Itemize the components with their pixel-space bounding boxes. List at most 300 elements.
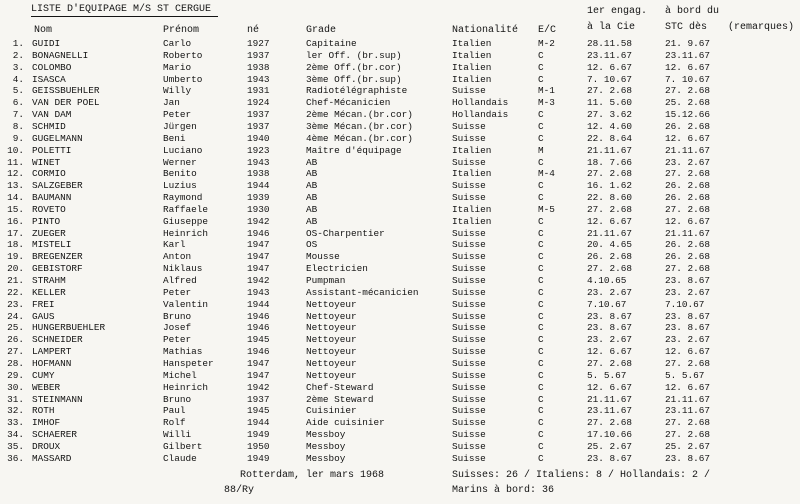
row-ne: 1945 [247,334,270,346]
row-number: 25. [7,322,24,334]
row-ne: 1937 [247,393,270,405]
row-prenom: Peter [163,109,192,121]
row-prenom: Michel [163,369,197,381]
row-ec: C [538,334,544,346]
row-ne: 1943 [247,286,270,298]
row-prenom: Giuseppe [163,215,209,227]
row-nationalite: Suisse [452,251,486,263]
row-ne: 1944 [247,298,270,310]
row-engag: 12. 6.67 [587,61,633,73]
row-bord: 23. 8.67 [665,322,711,334]
row-prenom: Valentin [163,298,209,310]
row-nationalite: Suisse [452,310,486,322]
row-nationalite: Suisse [452,405,486,417]
row-ec: C [538,346,544,358]
row-nationalite: Suisse [452,85,486,97]
row-nom: MASSARD [32,452,72,464]
row-nom: GUIDI [32,38,61,49]
row-engag: 12. 6.67 [587,215,633,227]
row-ne: 1924 [247,97,270,109]
row-ne: 1946 [247,310,270,322]
row-prenom: Bruno [163,310,192,322]
row-grade: Capitaine [306,38,357,49]
row-nationalite: Suisse [452,239,486,251]
table-row [0,180,800,191]
row-prenom: Luzius [163,180,197,192]
row-engag: 27. 2.68 [587,203,633,215]
row-number: 21. [7,275,24,286]
row-ec: C [538,393,544,405]
row-nom: HOFMANN [32,357,72,369]
table-row [0,85,800,96]
row-engag: 25. 2.67 [587,440,633,452]
row-nom: STEINMANN [32,393,83,405]
row-grade: Nettoyeur [306,310,357,322]
row-number: 31. [7,393,24,405]
row-grade: AB [306,192,318,204]
row-ec: M-1 [538,85,555,97]
row-prenom: Raffaele [163,203,209,215]
row-nationalite: Italien [452,38,492,49]
row-grade: Messboy [306,452,346,464]
row-nom: ROTH [32,405,55,417]
row-nom: IMHOF [32,417,61,429]
row-prenom: Peter [163,286,192,298]
row-engag: 23. 2.67 [587,334,633,346]
row-ec: C [538,405,544,417]
row-nationalite: Italien [452,61,492,73]
row-prenom: Rolf [163,417,186,429]
row-grade: Nettoyeur [306,346,357,358]
row-nom: WINET [32,156,61,168]
header-engag-1: 1er engag. [587,6,648,17]
row-nationalite: Suisse [452,440,486,452]
row-engag: 27. 2.68 [587,85,633,97]
row-ne: 1946 [247,322,270,334]
row-number: 3. [12,61,24,73]
row-nom: KELLER [32,286,66,298]
row-prenom: Carlo [163,38,192,49]
row-nationalite: Suisse [452,132,486,144]
row-ec: C [538,49,544,61]
row-nom: BAUMANN [32,192,72,204]
row-ec: C [538,61,544,73]
row-engag: 27. 3.62 [587,109,633,121]
row-number: 5. [12,85,24,97]
footer-summary: Suisses: 26 / Italiens: 8 / Hollandais: 2 / [452,470,711,481]
row-nationalite: Suisse [452,381,486,393]
row-number: 8. [12,120,24,132]
table-row [0,441,800,452]
table-row [0,50,800,61]
row-engag: 21.11.67 [587,393,633,405]
row-bord: 23. 2.67 [665,286,711,298]
row-engag: 23.11.67 [587,405,633,417]
row-nationalite: Suisse [452,452,486,464]
row-nationalite: Suisse [452,369,486,381]
row-engag: 12. 6.67 [587,381,633,393]
row-number: 11. [7,156,24,168]
row-nationalite: Suisse [452,192,486,204]
row-ec: C [538,381,544,393]
row-ec: C [538,369,544,381]
row-grade: 3ème Off.(br.sup) [306,73,402,85]
row-nom: POLETTI [32,144,72,156]
row-nationalite: Suisse [452,322,486,334]
row-engag: 5. 5.67 [587,369,627,381]
row-bord: 12. 6.67 [665,132,711,144]
row-grade: 2ème Mécan.(br.cor) [306,109,413,121]
row-bord: 23.11.67 [665,49,711,61]
footer-total: Marins à bord: 36 [452,485,555,496]
row-number: 27. [7,346,24,358]
row-ne: 1947 [247,263,270,275]
table-row [0,299,800,310]
row-nom: ZUEGER [32,227,66,239]
row-nom: SCHAERER [32,429,78,441]
row-prenom: Claude [163,452,197,464]
row-nom: GAUS [32,310,55,322]
row-ec: M-5 [538,203,555,215]
row-number: 4. [12,73,24,85]
row-prenom: Benito [163,168,197,180]
row-number: 10. [7,144,24,156]
row-nom: VAN DAM [32,109,72,121]
row-prenom: Willi [163,429,192,441]
row-nom: ROVETO [32,203,66,215]
row-grade: Maître d'équipage [306,144,402,156]
table-row [0,287,800,298]
row-engag: 27. 2.68 [587,417,633,429]
row-ne: 1937 [247,109,270,121]
row-bord: 26. 2.68 [665,239,711,251]
row-engag: 28.11.58 [587,38,633,49]
title-underline [31,16,218,17]
row-ec: M-3 [538,97,555,109]
table-row [0,109,800,120]
table-row [0,370,800,381]
row-nom: SCHMID [32,120,66,132]
row-bord: 7. 10.67 [665,73,711,85]
row-bord: 5. 5.67 [665,369,705,381]
row-nom: BONAGNELLI [32,49,89,61]
table-row [0,394,800,405]
row-ne: 1947 [247,251,270,263]
row-ec: C [538,429,544,441]
table-row [0,453,800,464]
table-row [0,405,800,416]
row-engag: 21.11.67 [587,144,633,156]
header-prenom: Prénom [163,25,200,36]
row-bord: 23. 8.67 [665,275,711,286]
header-bord-2: STC dès [665,22,708,33]
header-engag-2: à la Cie [587,22,636,33]
row-nom: STRAHM [32,275,66,286]
table-row [0,263,800,274]
row-number: 16. [7,215,24,227]
row-prenom: Peter [163,334,192,346]
row-prenom: Raymond [163,192,203,204]
row-nationalite: Italien [452,168,492,180]
row-prenom: Paul [163,405,186,417]
row-prenom: Mathias [163,346,203,358]
row-ec: C [538,156,544,168]
table-row [0,346,800,357]
row-engag: 23.11.67 [587,49,633,61]
row-nationalite: Suisse [452,227,486,239]
row-bord: 27. 2.68 [665,168,711,180]
row-number: 24. [7,310,24,322]
row-ne: 1947 [247,357,270,369]
row-grade: 2ème Steward [306,393,374,405]
row-ec: M-2 [538,38,555,49]
header-nom: Nom [34,25,53,36]
row-ne: 1944 [247,417,270,429]
table-row [0,251,800,262]
row-nom: GUGELMANN [32,132,83,144]
row-prenom: Willy [163,85,192,97]
row-ec: C [538,215,544,227]
row-grade: Cuisinier [306,405,357,417]
row-grade: Nettoyeur [306,357,357,369]
row-engag: 23. 8.67 [587,310,633,322]
table-row [0,382,800,393]
row-engag: 7. 10.67 [587,73,633,85]
row-prenom: Heinrich [163,381,209,393]
row-bord: 23. 8.67 [665,452,711,464]
row-number: 30. [7,381,24,393]
row-ne: 1949 [247,429,270,441]
row-number: 34. [7,429,24,441]
row-bord: 21.11.67 [665,144,711,156]
row-nationalite: Suisse [452,275,486,286]
row-engag: 23. 8.67 [587,452,633,464]
row-grade: OS [306,239,318,251]
row-grade: Nettoyeur [306,322,357,334]
row-ec: C [538,286,544,298]
row-nom: PINTO [32,215,61,227]
row-bord: 27. 2.68 [665,429,711,441]
table-row [0,275,800,286]
table-row [0,228,800,239]
row-ne: 1947 [247,239,270,251]
row-nationalite: Suisse [452,334,486,346]
row-grade: Messboy [306,440,346,452]
row-ec: C [538,239,544,251]
row-grade: AB [306,156,318,168]
row-number: 23. [7,298,24,310]
row-ec: C [538,73,544,85]
row-ne: 1946 [247,346,270,358]
row-nom: MISTELI [32,239,72,251]
row-engag: 27. 2.68 [587,263,633,275]
row-grade: 3ème Mécan.(br.cor) [306,120,413,132]
row-number: 33. [7,417,24,429]
row-nationalite: Italien [452,215,492,227]
row-prenom: Alfred [163,275,197,286]
row-bord: 27. 2.68 [665,263,711,275]
row-grade: Nettoyeur [306,334,357,346]
row-bord: 27. 2.68 [665,203,711,215]
row-prenom: Josef [163,322,192,334]
row-bord: 23. 2.67 [665,334,711,346]
row-nom: CORMIO [32,168,66,180]
row-number: 7. [12,109,24,121]
row-number: 26. [7,334,24,346]
row-ec: C [538,192,544,204]
row-number: 6. [12,97,24,109]
row-number: 1. [12,38,24,49]
row-ne: 1937 [247,120,270,132]
row-bord: 27. 2.68 [665,85,711,97]
row-prenom: Jan [163,97,180,109]
table-row [0,239,800,250]
row-ne: 1931 [247,85,270,97]
row-ne: 1937 [247,49,270,61]
row-prenom: Luciano [163,144,203,156]
row-ne: 1930 [247,203,270,215]
row-nom: ISASCA [32,73,66,85]
row-engag: 20. 4.65 [587,239,633,251]
table-row [0,74,800,85]
row-nom: BREGENZER [32,251,83,263]
row-ne: 1950 [247,440,270,452]
row-ne: 1923 [247,144,270,156]
row-engag: 26. 2.68 [587,251,633,263]
table-row [0,168,800,179]
row-grade: Assistant-mécanicien [306,286,419,298]
row-ne: 1938 [247,168,270,180]
table-row [0,38,800,49]
row-bord: 27. 2.68 [665,357,711,369]
table-row [0,417,800,428]
table-row [0,121,800,132]
header-nationalite: Nationalité [452,25,519,36]
footer-place-date: Rotterdam, ler mars 1968 [240,470,385,481]
row-grade: Messboy [306,429,346,441]
row-ec: C [538,298,544,310]
row-number: 15. [7,203,24,215]
row-prenom: Umberto [163,73,203,85]
row-engag: 12. 6.67 [587,346,633,358]
row-bord: 21.11.67 [665,393,711,405]
row-bord: 12. 6.67 [665,381,711,393]
row-ne: 1949 [247,452,270,464]
row-nationalite: Hollandais [452,97,509,109]
header-grade: Grade [306,25,337,36]
table-row [0,133,800,144]
row-ne: 1943 [247,73,270,85]
row-ne: 1943 [247,156,270,168]
row-grade: Mousse [306,251,340,263]
row-ne: 1938 [247,61,270,73]
row-number: 35. [7,440,24,452]
row-bord: 27. 2.68 [665,417,711,429]
table-row [0,157,800,168]
row-nom: GEBISTORF [32,263,83,275]
row-engag: 7.10.67 [587,298,627,310]
row-bord: 26. 2.68 [665,192,711,204]
row-prenom: Roberto [163,49,203,61]
row-number: 18. [7,239,24,251]
row-number: 17. [7,227,24,239]
row-ne: 1942 [247,215,270,227]
table-row [0,145,800,156]
row-nationalite: Hollandais [452,109,509,121]
row-nationalite: Italien [452,144,492,156]
row-ec: M-4 [538,168,555,180]
row-grade: Pumpman [306,275,346,286]
row-nationalite: Suisse [452,429,486,441]
row-grade: AB [306,180,318,192]
row-bord: 26. 2.68 [665,120,711,132]
row-ec: C [538,109,544,121]
row-ne: 1942 [247,381,270,393]
row-number: 36. [7,452,24,464]
row-grade: Chef-Steward [306,381,374,393]
row-nationalite: Suisse [452,263,486,275]
table-row [0,62,800,73]
row-nom: WEBER [32,381,61,393]
row-nationalite: Suisse [452,156,486,168]
row-ec: C [538,251,544,263]
row-prenom: Karl [163,239,186,251]
row-grade: Radiotélégraphiste [306,85,408,97]
row-engag: 12. 4.60 [587,120,633,132]
row-prenom: Anton [163,251,192,263]
row-nom: FREI [32,298,55,310]
row-prenom: Niklaus [163,263,203,275]
row-nationalite: Italien [452,203,492,215]
row-nationalite: Suisse [452,298,486,310]
table-row [0,429,800,440]
row-bord: 26. 2.68 [665,251,711,263]
row-nom: VAN DER POEL [32,97,100,109]
row-ne: 1946 [247,227,270,239]
row-nationalite: Suisse [452,120,486,132]
row-ec: C [538,132,544,144]
row-grade: ler Off. (br.sup) [306,49,402,61]
row-prenom: Beni [163,132,186,144]
row-ec: C [538,180,544,192]
row-bord: 12. 6.67 [665,215,711,227]
row-engag: 11. 5.60 [587,97,633,109]
table-row [0,204,800,215]
row-ne: 1942 [247,275,270,286]
row-prenom: Werner [163,156,197,168]
row-ec: C [538,322,544,334]
header-remarques: (remarques) [728,22,795,33]
table-row [0,334,800,345]
row-bord: 15.12.66 [665,109,711,121]
table-row [0,216,800,227]
row-ne: 1940 [247,132,270,144]
row-grade: OS-Charpentier [306,227,385,239]
row-number: 14. [7,192,24,204]
row-nom: LAMPERT [32,346,72,358]
row-engag: 21.11.67 [587,227,633,239]
header-ne: né [247,25,260,36]
row-nom: SCHNEIDER [32,334,83,346]
row-number: 32. [7,405,24,417]
table-row [0,192,800,203]
row-ne: 1947 [247,369,270,381]
row-prenom: Mario [163,61,192,73]
row-engag: 18. 7.66 [587,156,633,168]
row-number: 28. [7,357,24,369]
row-ec: C [538,417,544,429]
row-ec: C [538,452,544,464]
